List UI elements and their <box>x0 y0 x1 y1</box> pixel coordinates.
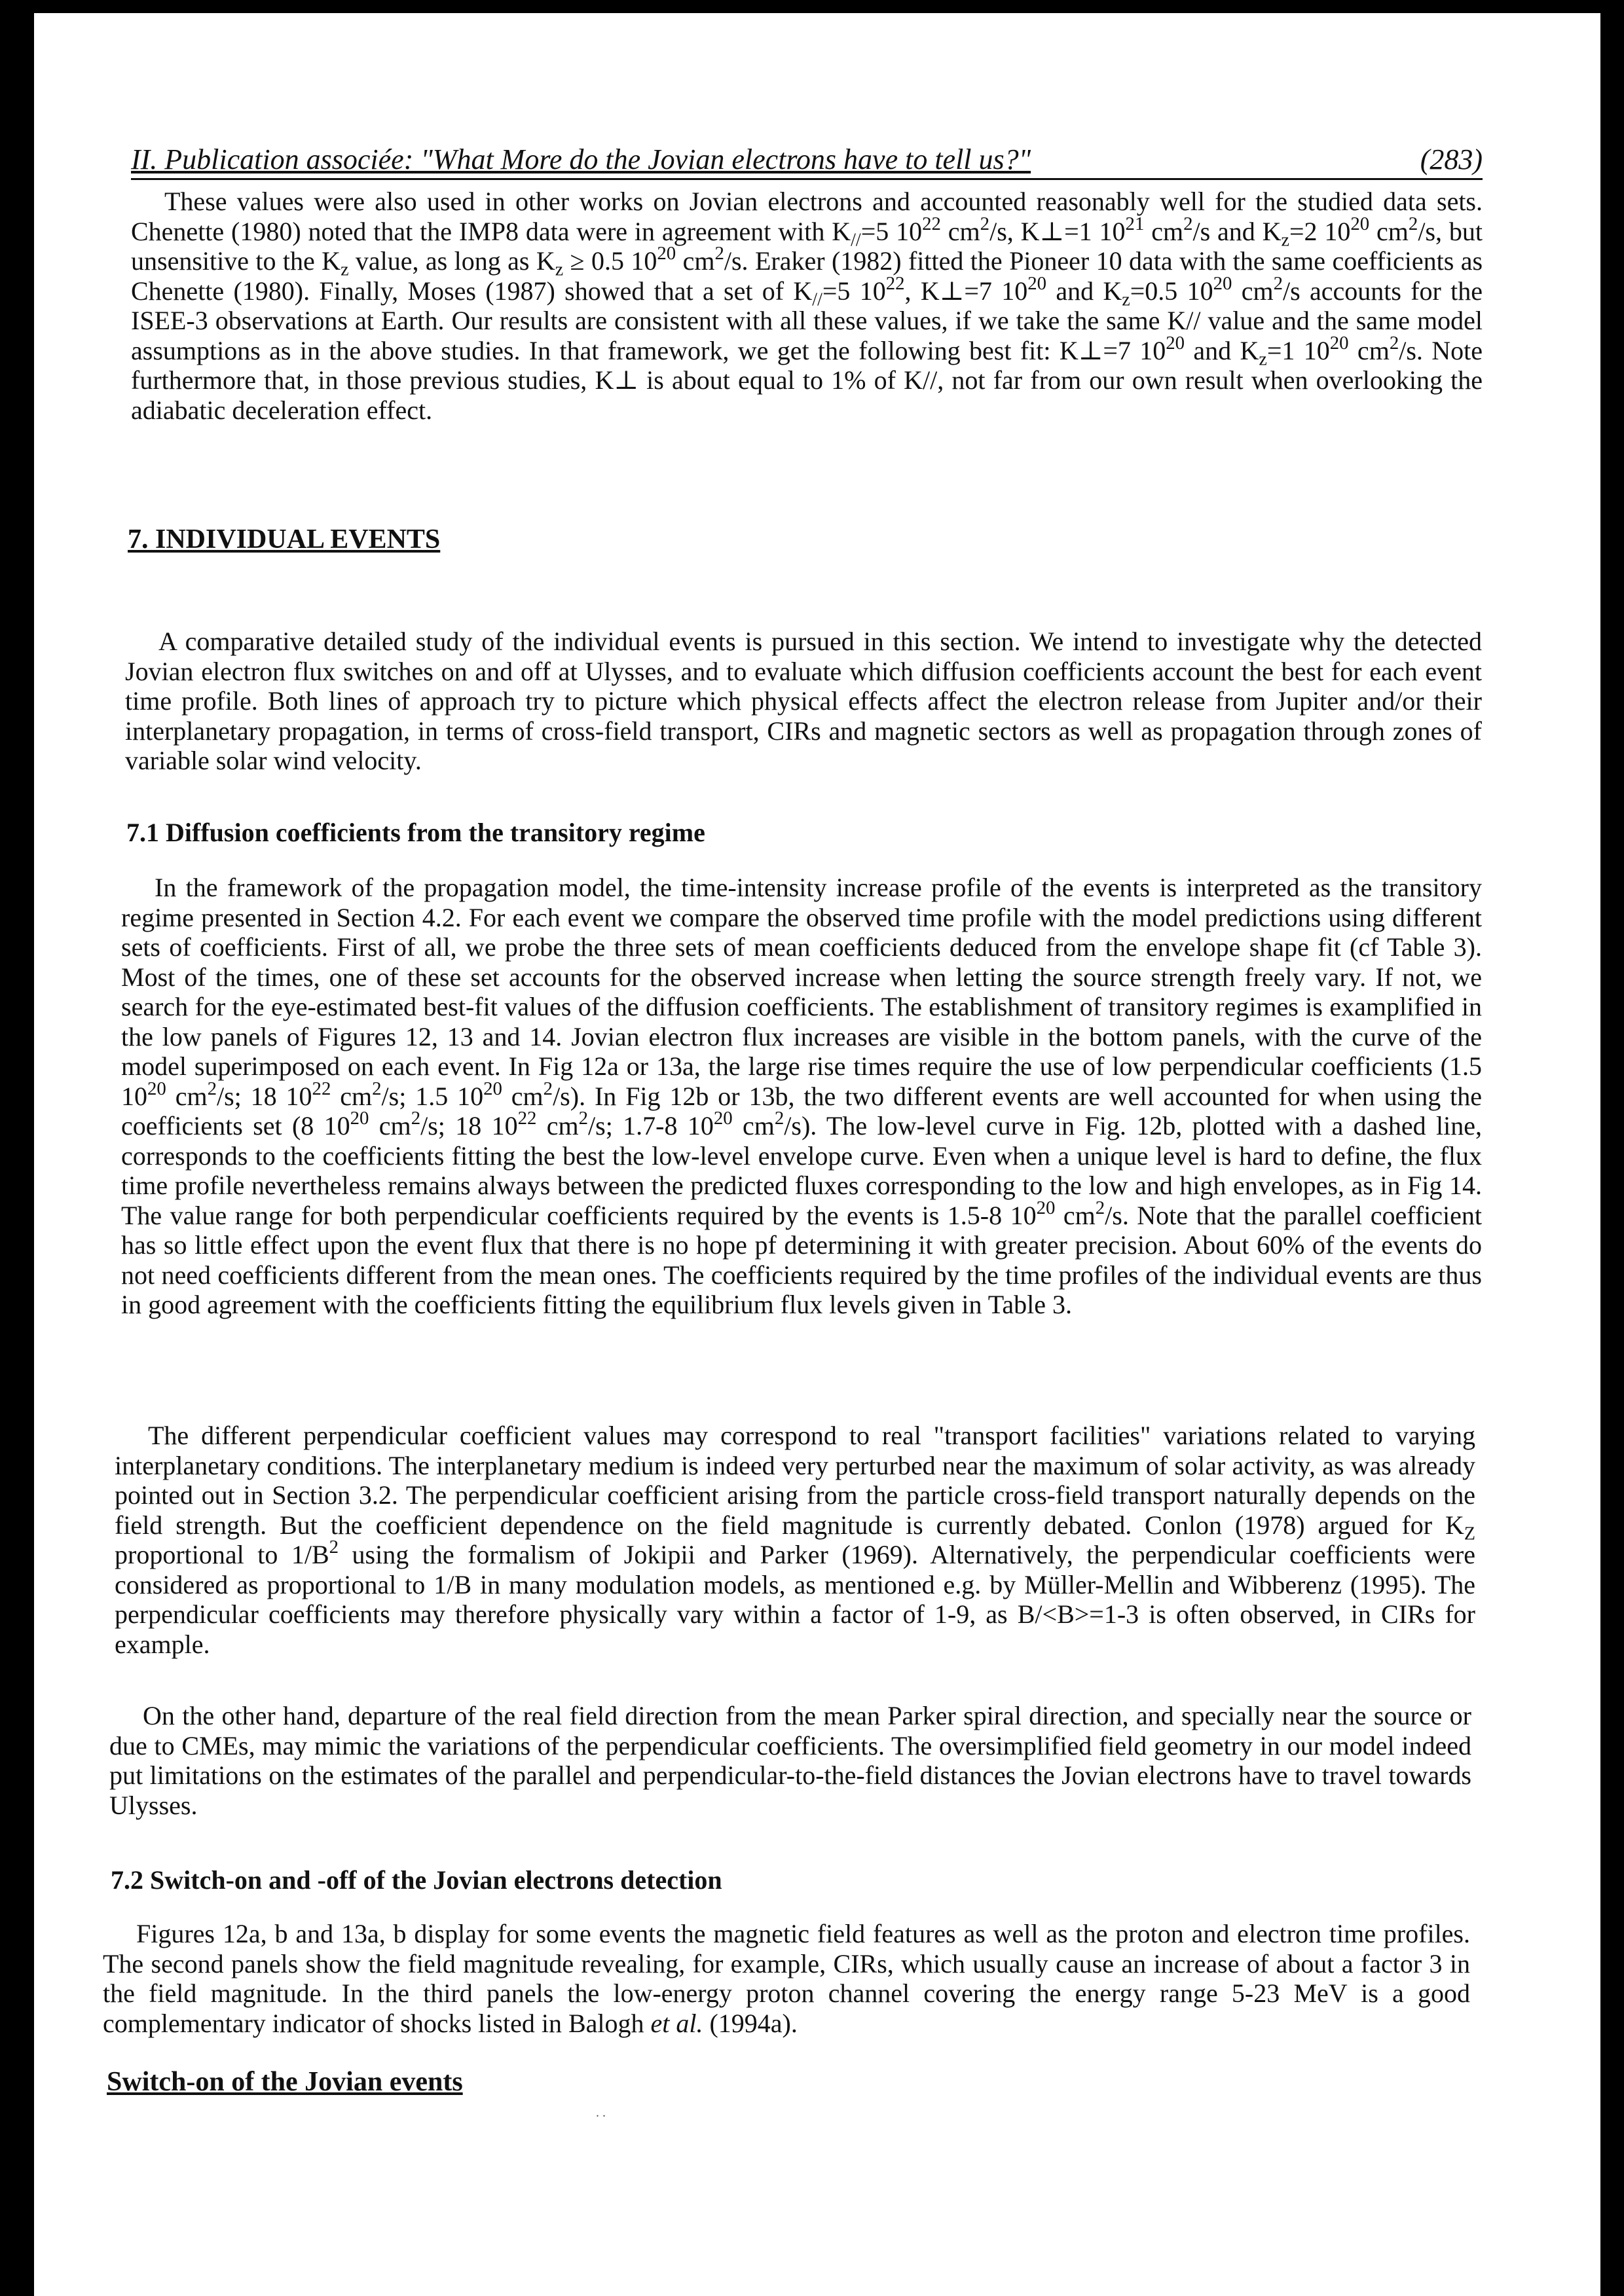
section-7-1-heading: 7.1 Diffusion coefficients from the transitory regime <box>126 818 705 847</box>
section-7-1-paragraph-2: The different perpendicular coefficient values may correspond to real "transport facilities" variations related to varying interplanetary conditions. The interplanetary medium is indeed very perturbed near the maximum of solar activity, as was already pointed out in Section 3.2. The perpendicular coefficient arising from the particle cross-field transport naturally depends on the field strength. But the coefficient dependence on the field magnitude is currently debated. Conlon (1978) argued for $K_Z$ proportional to $1/B^2$ using the formalism of Jokipii and Parker (1969). Alternatively, the perpendicular coefficients were considered as proportional to 1/B in many modulation models, as mentioned e.g. by Müller-Mellin and Wibberenz (1995). The perpendicular coefficients may therefore physically vary within a factor of 1-9, as B/<B>=1-3 is often observed, in CIRs for example. <box>115 1421 1476 1659</box>
page-number: (283) <box>1420 143 1483 175</box>
section-7-2-heading: 7.2 Switch-on and -off of the Jovian electrons detection <box>111 1865 722 1895</box>
section-7-1-paragraph-1: In the framework of the propagation model, the time-intensity increase profile of the events is interpreted as the transitory regime presented in Section 4.2. For each event we compare the observed time profile with the model predictions using different sets of coefficients. First of all, we probe the three sets of mean coefficients deduced from the envelope shape fit (cf Table 3). Most of the times, one of these set accounts for the observed increase when letting the source strength freely vary. If not, we search for the eye-estimated best-fit values of the diffusion coefficients. The establishment of transitory regimes is examplified in the low panels of Figures 12, 13 and 14. Jovian electron flux increases are visible in the bottom panels, with the curve of the model superimposed on each event. In Fig 12a or 13a, the large rise times require the use of low perpendicular coefficients (1.5 $10^{20}$ $cm^2/s$; 18 $10^{22}$ $cm^2/s$; 1.5 $10^{20}$ $cm^2/s$). In Fig 12b or 13b, the two different events are well accounted for when using the coefficients set (8 $10^{20}$ $cm^2/s$; 18 $10^{22}$ $cm^2/s$; 1.7-8 $10^{20}$ $cm^2/s$). The low-level curve in Fig. 12b, plotted with a dashed line, corresponds to the coefficients fitting the best the low-level envelope curve. Even when a unique level is hard to define, the flux time profile nevertheless remains always between the predicted fluxes corresponding to the low and high envelopes, as in Fig 14. The value range for both perpendicular coefficients required by the events is 1.5-8 $10^{20}$ $cm^2/s$. Note that the parallel coefficient has so little effect upon the event flux that there is no hope pf determining it with greater precision. About 60% of the events do not need coefficients different from the mean ones. The coefficients required by the time profiles of the individual events are thus in good agreement with the coefficients fitting the equilibrium flux levels given in Table 3. <box>121 873 1483 1319</box>
document-page <box>34 13 1600 2296</box>
stray-mark: . . <box>596 2105 606 2120</box>
switch-on-subsection-heading: Switch-on of the Jovian events <box>107 2067 463 2097</box>
section-7-heading: 7. INDIVIDUAL EVENTS <box>128 524 441 555</box>
running-header <box>131 141 1483 180</box>
section-7-paragraph: A comparative detailed study of the individual events is pursued in this section. We intend to investigate why the detected Jovian electron flux switches on and off at Ulysses, and to evaluate which diffusion coefficients account the best for each event time profile. Both lines of approach try to picture which physical effects affect the electron release from Jupiter and/or their interplanetary propagation, in terms of cross-field transport, CIRs and magnetic sectors as well as propagation through zones of variable solar wind velocity. <box>125 627 1482 775</box>
header-title: II. Publication associée: "What More do the Jovian electrons have to tell us?" <box>131 143 1031 175</box>
section-7-2-paragraph: Figures 12a, b and 13a, b display for some events the magnetic field features as well as the proton and electron time profiles. The second panels show the field magnitude revealing, for example, CIRs, which usually cause an increase of about a factor 3 in the field magnitude. In the third panels the low-energy proton channel covering the energy range 5-23 MeV is a good complementary indicator of shocks listed in Balogh et al. (1994a). <box>103 1919 1470 2038</box>
intro-paragraph: These values were also used in other works on Jovian electrons and accounted reasonably well for the studied data sets. Chenette (1980) noted that the IMP8 data were in agreement with $K_{//}=5$ $10^{22}$ $cm^2/s$, K⊥=1 $10^{21}$ $cm^2/s$ and $K_z=2$ $10^{20}$ $cm^2/s$, but unsensitive to the $K_z$ value, as long as $K_z \ge 0.5$ $10^{20}$ $cm^2/s$. Eraker (1982) fitted the Pioneer 10 data with the same coefficients as Chenette (1980). Finally, Moses (1987) showed that a set of $K_{//}=5$ $10^{22}$, K⊥=7 $10^{20}$ and $K_z=0.5$ $10^{20}$ $cm^2/s$ accounts for the ISEE-3 observations at Earth. Our results are consistent with all these values, if we take the same K// value and the same model assumptions as in the above studies. In that framework, we get the following best fit: K⊥=7 $10^{20}$ and $K_z=1$ $10^{20}$ $cm^2/s$. Note furthermore that, in those previous studies, K⊥ is about equal to 1% of K//, not far from our own result when overlooking the adiabatic deceleration effect. <box>131 187 1483 425</box>
section-7-1-paragraph-3: On the other hand, departure of the real field direction from the mean Parker spiral direction, and specially near the source or due to CMEs, may mimic the variations of the perpendicular coefficients. The oversimplified field geometry in our model indeed put limitations on the estimates of the parallel and perpendicular-to-the-field distances the Jovian electrons have to travel towards Ulysses. <box>109 1701 1471 1820</box>
